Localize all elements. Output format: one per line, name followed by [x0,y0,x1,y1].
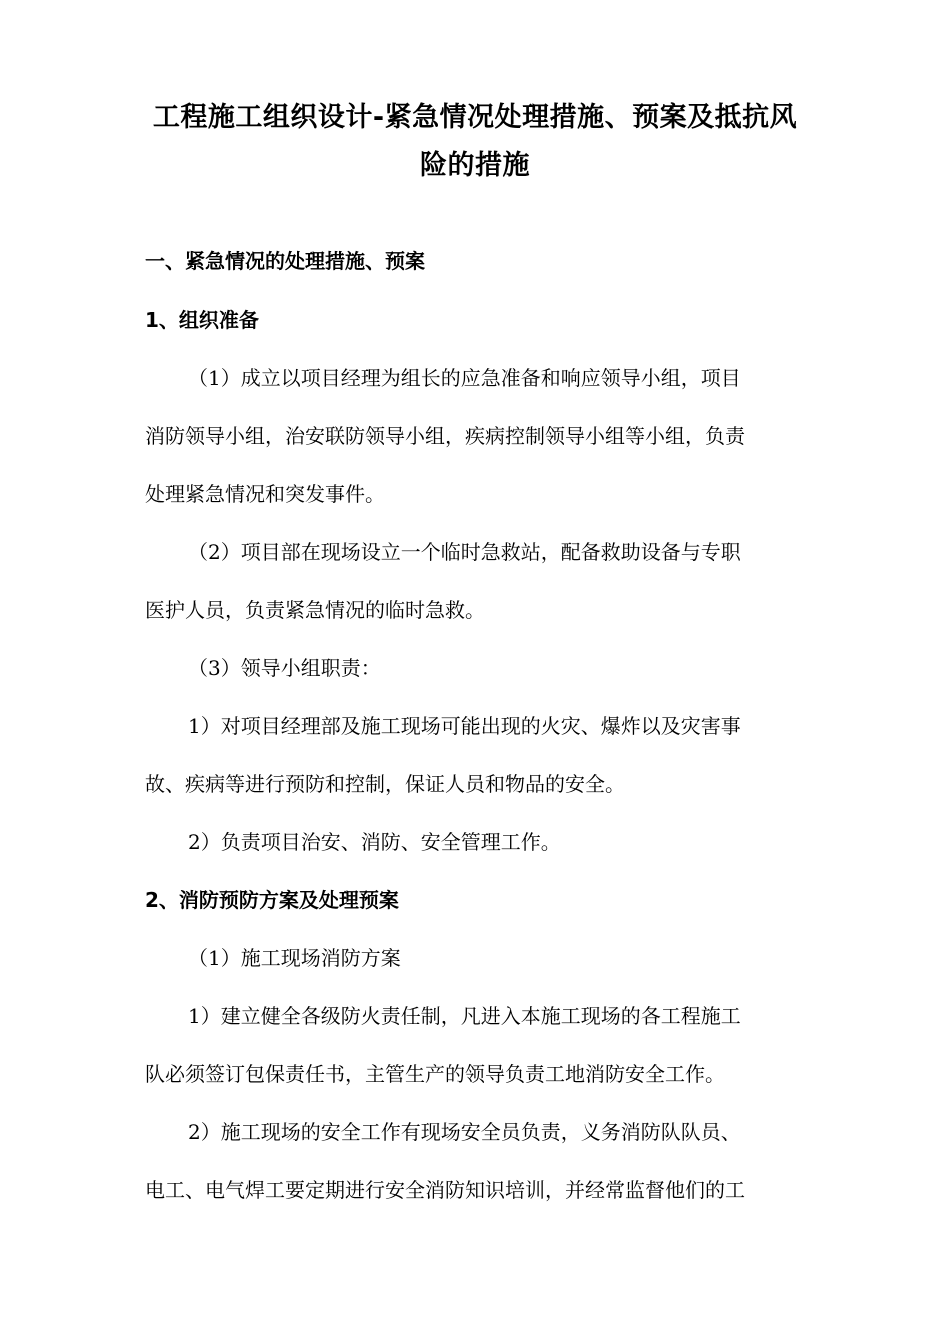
paragraph-7-line-1: 1）建立健全各级防火责任制，凡进入本施工现场的各工程施工 [188,1004,741,1028]
paragraph-2-line-1: （2）项目部在现场设立一个临时急救站，配备救助设备与专职 [188,540,741,564]
document-title-line-2: 险的措施 [420,150,530,181]
paragraph-3-line-1: （3）领导小组职责： [188,656,381,680]
paragraph-7-line-2: 队必须签订包保责任书，主管生产的领导负责工地消防安全工作。 [145,1062,725,1086]
document-title-line-1: 工程施工组织设计-紧急情况处理措施、预案及抵抗风 [152,102,798,133]
paragraph-1-line-2: 消防领导小组，治安联防领导小组，疾病控制领导小组等小组，负责 [145,424,745,448]
paragraph-1-line-1: （1）成立以项目经理为组长的应急准备和响应领导小组，项目 [188,366,741,390]
paragraph-5-line-1: 2）负责项目治安、消防、安全管理工作。 [188,830,561,854]
paragraph-1-line-3: 处理紧急情况和突发事件。 [145,482,385,506]
subsection-heading-organization: 1、组织准备 [145,308,259,332]
subsection-heading-fire-prevention: 2、消防预防方案及处理预案 [145,888,399,912]
paragraph-4-line-1: 1）对项目经理部及施工现场可能出现的火灾、爆炸以及灾害事 [188,714,741,738]
paragraph-4-line-2: 故、疾病等进行预防和控制，保证人员和物品的安全。 [145,772,625,796]
paragraph-2-line-2: 医护人员，负责紧急情况的临时急救。 [145,598,485,622]
paragraph-8-line-1: 2）施工现场的安全工作有现场安全员负责，义务消防队队员、 [188,1120,741,1144]
paragraph-8-line-2: 电工、电气焊工要定期进行安全消防知识培训，并经常监督他们的工 [145,1178,745,1202]
section-heading-emergency-measures: 一、紧急情况的处理措施、预案 [145,249,425,273]
paragraph-6-line-1: （1）施工现场消防方案 [188,946,401,970]
